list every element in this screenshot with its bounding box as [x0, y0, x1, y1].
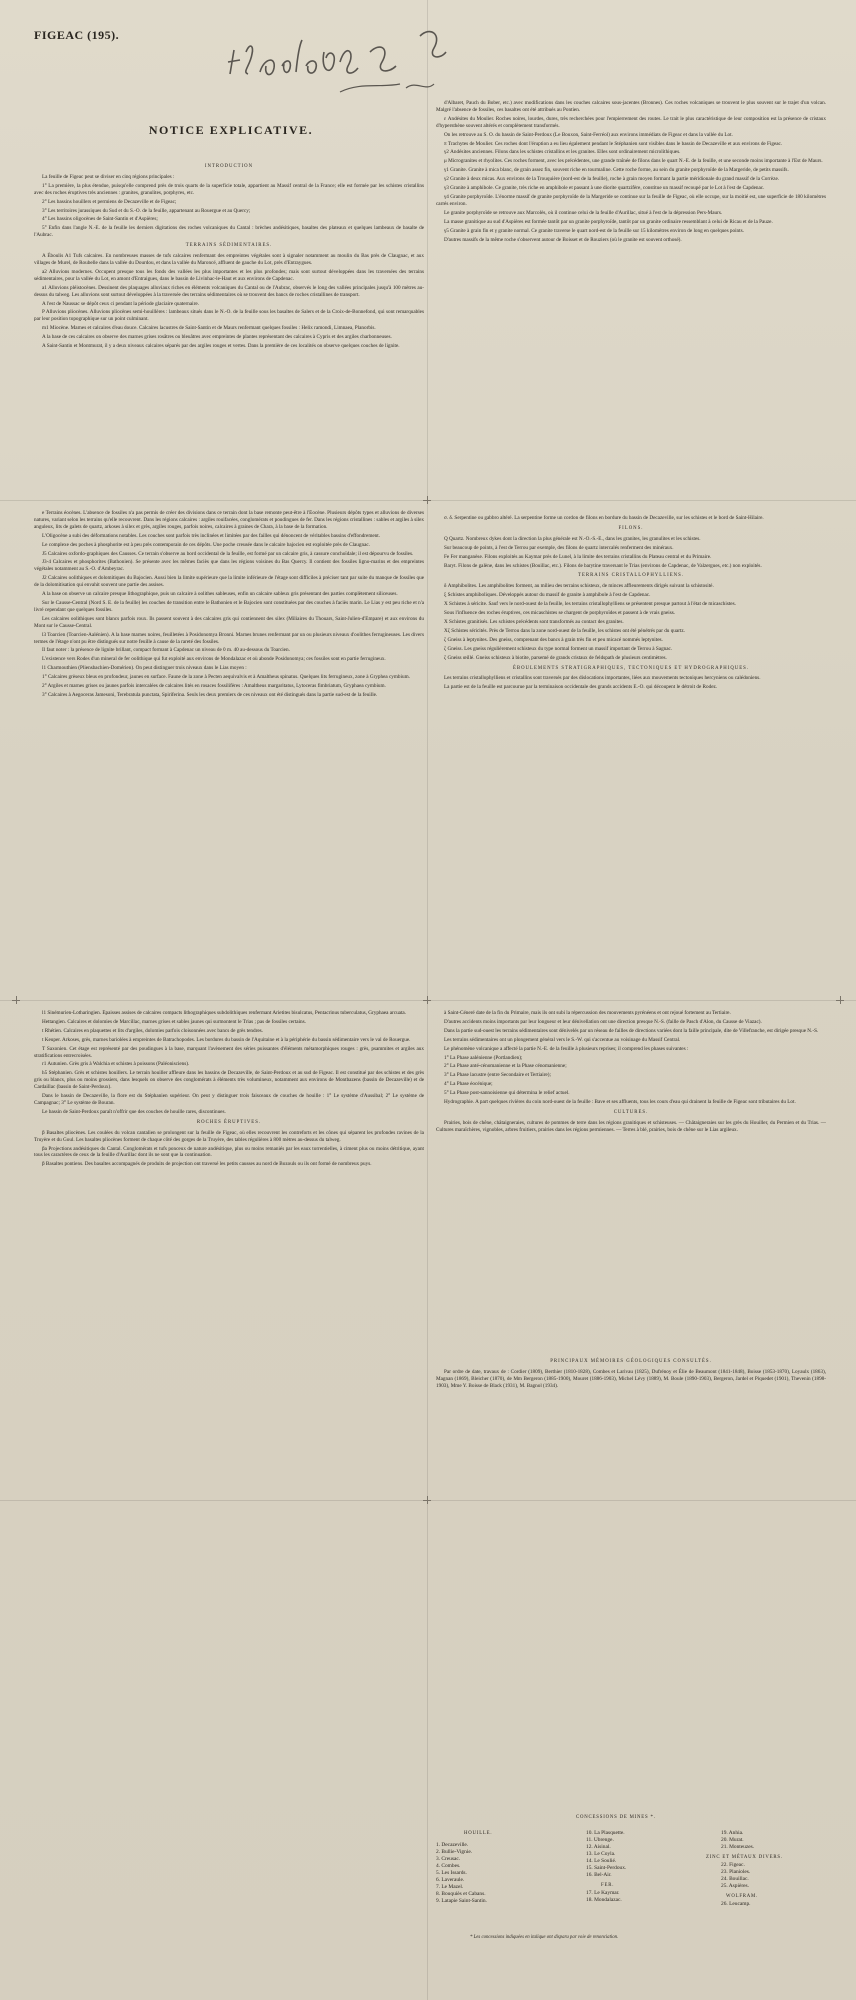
list-item: 7. Le Mazel.	[436, 1884, 464, 1890]
list-item: 20. Murat.	[721, 1837, 744, 1843]
paragraph: γ2 Andésites anciennes. Filons dans les schistes cristallins et les granites. Elles sont ordinairement microlithiques.	[444, 149, 681, 156]
right-column-top	[436, 100, 826, 490]
paragraph: A la base on observe un calcaire presque lithographique, puis un calcaire à oolithes sableuses, enfin un calcaire sableux gris présentant des parties complètement siliceuses.	[42, 591, 398, 598]
paragraph: Fe Fer manganèse. Filons exploités au Kaymar près de Lunel, à la limite des terrains cristallins du Plateau central et du Primaire.	[444, 553, 712, 560]
paragraph: Les terrains sédimentaires ont un plongement général vers le S.-W. qui s'accentue au voisinage du Massif Central.	[444, 1036, 681, 1043]
list-item: 26. Leucamp.	[721, 1901, 751, 1907]
handwritten-annotation	[220, 22, 490, 102]
table-footnote: * Les concessions indiquées en italique ont disparu par voie de renonciation.	[470, 1935, 619, 1940]
paragraph: 3° Les territoires jurassiques du Sud et du S.-O. de la feuille, appartenant au Rouergue et au Quercy;	[42, 207, 251, 214]
paragraph: Le bassin de Saint-Perdoux paraît n'offrir que des couches de houille rares, discontinues.	[42, 1108, 226, 1115]
paragraph: Sous l'influence des roches éruptives, ces micaschistes se chargent de porphyroïdes et passent à de vrais gneiss.	[444, 610, 676, 617]
paragraph: ζ Gneiss œillé. Gneiss schisteux à biotite, parsemé de grands cristaux de feldspath de plusieurs centimètres.	[444, 654, 667, 661]
concession-list-misc	[721, 1830, 754, 1851]
table-column-heading: FER.	[601, 1883, 615, 1888]
list-item: 8. Bouquiès et Cabans.	[436, 1891, 486, 1897]
paragraph: γ2 Granite à deux micas. Aux environs de la Trouquière (nord-est de la feuille), roche à grain moyen formant la partie méridionale du grand massif de la Corrèze.	[444, 176, 780, 183]
paragraph: 4° Les bassins oligocènes de Saint-Santin et d'Aspières;	[42, 216, 158, 223]
section-heading: TERRAINS SÉDIMENTAIRES.	[185, 243, 273, 249]
list-item: 6. Laveraule.	[436, 1877, 465, 1883]
list-item: 19. Anhia.	[721, 1830, 744, 1836]
list-item: 3° La Phase lacustre (entre Secondaire et Tertiaire);	[444, 1072, 551, 1079]
section-heading: CULTURES.	[613, 1109, 649, 1115]
list-item: 4° La Phase éocénique;	[444, 1081, 493, 1088]
paragraph: Sur beaucoup de points, à l'est de Terrou par exemple, des filons de quartz intercalés renferment des minéraux.	[444, 544, 674, 551]
list-item: 5. Les Issards.	[436, 1870, 467, 1876]
list-item: 1° La Phase aalénienne (Portlandien);	[444, 1054, 523, 1061]
table-column-heading: HOUILLE.	[464, 1831, 493, 1836]
list-item: 22. Figeac.	[721, 1862, 745, 1868]
list-item: 9. Latapie Saint-Santin.	[436, 1898, 487, 1904]
left-column-top	[34, 160, 424, 498]
paragraph: L'existence vers Rodes d'un mineral de fer oolithique qui fut exploité aux environs de Mondalazac et où abonde Posidonomya; ces fossiles sont en partie ferrugineux.	[42, 656, 386, 663]
paragraph: Il faut noter : la présence de lignite brillant, compact formant à Capdenac un niveau de 0 m. 40 au-dessous du Toarcien.	[42, 647, 290, 654]
list-item: 25. Aspières.	[721, 1883, 749, 1889]
paragraph: 5° Enfin dans l'angle N.-E. de la feuille les derniers digitations des roches volcaniques du Cantal : brèches andésitiques, basaltes des plateaux et quelques lambeaux de basalte de l'Aubrac.	[34, 225, 424, 239]
section-heading: TERRAINS CRISTALLOPHYLLIENS.	[578, 573, 684, 579]
paragraph: 1° La première, la plus étendue, puisqu'elle comprend près de trois quarts de la superficie totale, appartient au Massif central de la France; elle est formée par les schistes cristallins avec des roches éruptives très anciennes : granites, granulites, porphyres, etc.	[34, 182, 424, 196]
paragraph: ε Andésites du Moulier. Roches noires, lourdes, dures, très recherchées pour l'empierrement des routes. Le trait le plus caractéristique de leur composition est la présence de cristaux d'hypersthène souvent altérés et complètement transformés.	[436, 115, 826, 129]
paragraph: La masse granitique au sud d'Aspières est formée tantôt par un granite porphyroïde, tantôt par un granite ordinaire ressemblant à celui de Ricau et de la Pauze.	[444, 218, 773, 225]
paragraph: D'autres accidents moins importants par leur longueur et leur dénivellation ont une direction presque N.-S. (faille de Pasch d'Alon, du Causse de Viazac).	[444, 1018, 762, 1025]
paragraph: T Saxonien. Cet étage est représenté par des poudingues à la base, marquant l'avènement des séries puissantes d'éléments métamorphiques rouges : grès, psammites et argiles aux stratifications entrecroisées.	[34, 1045, 424, 1059]
paragraph: Par ordre de date, travaux de : Cordier (1809), Berthier (1810-1828), Combes et Larivau (1825), Dufrénoy et Élie de Beaumont (1841-1848), Boisse (1853-1870), Loyaulx (1863), Magnan (1869), Bleicher (1870), de Mm Bergeron (1885-1900), Mouret (1886-1903), Michel Lévy (1889), M. Boule (1890-1903), Bergeron, Jardel et Piquedet (1901), Thevenin (1898-1903), Mme Y. Boisse de Black (1931), M. Bagnol (1934).	[436, 1368, 826, 1389]
concession-list-wolfram	[721, 1901, 751, 1908]
paragraph: Les calcaires oolithiques sont blancs parfois roux. Ils passent souvent à des calcaires gris qui contiennent des silex (Miliaires du Thouars, Saint-Julien-d'Empare) et aux environs du Mont sur le Causse-Central.	[34, 615, 424, 629]
list-item: 2° La Phase anté-cénomanienne et la Phase cénomanienne;	[444, 1063, 567, 1070]
paragraph: γ5 Granite à grain fin et γ granite normal. Ce granite traverse le quart nord-est de la feuille sur 15 kilomètres environ de long en quelques points.	[444, 227, 744, 234]
paragraph: Dans le bassin de Decazeville, la flore est du Stéphanien supérieur. On peut y distinguer trois faisceaux de couches de houille : 1° Le système d'Aussibal; 2° Le système de Campagnac; 3° Le système de Bouran.	[34, 1093, 424, 1106]
concession-list-houille	[436, 1842, 487, 1905]
registration-mark	[423, 496, 431, 504]
paragraph: ζ Gneiss. Les gneiss régulièrement schisteux du type normal forment un massif important de Terrou à Sagnac.	[444, 645, 673, 652]
list-item: 12. Aisinal.	[586, 1844, 611, 1850]
paragraph: a1 Alluvions pléistocènes. Dessinent des plaquages alluviaux riches en éléments volcaniques du Cantal ou de l'Aubrac, observés le long des vallées principales jusqu'à 100 mètres au-dessus du talweg. Les alluvions sont surtout développées à la traversée des terrains sédimentaires où se trouvent des bancs de roches cristallines de transport.	[34, 284, 424, 298]
section-heading: FILONS.	[618, 525, 644, 531]
paragraph: l3 Toarcien (Toarcien-Aalénien). A la base marnes noires, feuilletées à Posidonomya Bronni. Marnes brunes renfermant par un ou plusieurs niveaux d'oolithes ferrugineuses. Les divers termes de l'étage n'ont pu être distingués sur notre feuille à cause de la rareté des fossiles.	[34, 631, 424, 645]
paragraph: A Éboulis A1 Tufs calcaires. En nombreuses masses de tufs calcaires renfermant des empreintes végétales sont à signaler notamment au moulin du Bas près de Claugnac, et aux villages de Murel, de Roubelle dans la vallée du Dourdou, et dans la vallée du Maroncé, affluent de gauche du Lot, près d'Entraygues.	[34, 253, 424, 266]
list-item: 11. Ubrenge.	[586, 1837, 614, 1843]
paragraph: Hettangien. Calcaires et dolomies de Marcillac, marnes grises et sables jaunes qui surmontent le Trias ; pas de fossiles certains.	[42, 1018, 306, 1025]
paragraph: à Saint-Céneré date de la fin du Primaire, mais ils ont subi la répercussion des mouvements pyrénéens et ont rejoué fortement au Tertiaire.	[444, 1010, 731, 1016]
registration-mark	[12, 996, 20, 1004]
paragraph: ζ Gneiss à leptynites. Des gneiss, comprenant des bancs à grain très fin et peu micacé nommés leptynites.	[444, 636, 663, 643]
paragraph: A la base de ces calcaires on observe des marnes grises rosâtres ou bleuâtres avec empreintes de plantes représentant des calcaires à Cypris et des argiles charbonneuses.	[42, 334, 392, 341]
paragraph: r1 Autunien. Grès gris à Walchia et schistes à poissons (Paléonisciens).	[42, 1061, 190, 1068]
paragraph: m1 Miocène. Marnes et calcaires d'eau douce. Calcaires lacustres de Saint-Santin et de Maurs renfermant quelques fossiles : Helix ramondi, Limnaea, Planorbis.	[42, 325, 376, 332]
paragraph: β Basaltes pontiens. Des basaltes accompagnés de produits de projection ont traversé les petits causses au nord de Bozouls ou ils ont formé de nombreux puys.	[42, 1161, 372, 1168]
list-item: 5° La Phase post-sannoisienne qui détermina le relief actuel.	[444, 1090, 570, 1097]
paragraph: Le complexe des poches à phosphorite est à peu près contemporain de ces dépôts. Une poche creusée dans le calcaire bajocien est exploitée près de Claugnac.	[42, 541, 370, 548]
list-item: 15. Saint-Perdoux.	[586, 1865, 627, 1871]
registration-mark	[836, 996, 844, 1004]
paragraph: Dans la partie sud-ouest les terrains sédimentaires sont dénivelés par un réseau de failles de directions variées dont la faille principale, dite de Villefranche, est dirigée presque N.-S.	[444, 1027, 819, 1034]
concession-list-zinc	[721, 1862, 750, 1890]
list-item: 10. La Plasquette.	[586, 1830, 625, 1836]
right-column-middle	[436, 515, 826, 990]
sheet-title: FIGEAC (195).	[34, 28, 120, 42]
paragraph: Baryt. Filons de galène, dans les schistes (Bouillac, etc.). Filons de barytine traversant le Trias (environs de Capdenac, de Valzergues, etc.) non exploités.	[444, 562, 762, 569]
paragraph: Le phénomène volcanique a affecté la partie N.-E. de la feuille à plusieurs reprises; il comprend les phases suivantes :	[444, 1045, 689, 1052]
list-item: 23. Planioles.	[721, 1869, 751, 1875]
list-item: 2. Bullie-Vignie.	[436, 1849, 473, 1855]
table-heading: CONCESSIONS DE MINES *.	[576, 1815, 656, 1820]
paragraph: J3-4 Calcaires et phosphorites (Bathonien). Se présente avec les mêmes faciès que dans les régions voisines du Bas Quercy. Il contient des fossiles ligno-marins et des empreintes végétales notamment au S.-O. d'Ambeyrac.	[34, 559, 424, 573]
paragraph: d'Albaret, Pauch du Bober, etc.) avec modifications dans les couches calcaires sous-jacentes (Bronnes). Ces roches volcaniques se trouvent le plus souvent sur le trajet d'un volcan. Malgré l'absence de fossiles, ces basaltes ont été attribués au Pontien.	[436, 100, 826, 113]
paragraph: J5 Calcaires oxfordo-graphiques des Causses. Ce terrain s'observe au bord occidental de la feuille, est formé par un calcaire gris, à cassure conchoïdale; il est dépourvu de fossiles.	[42, 550, 414, 557]
table-column-heading: ZINC ET MÉTAUX DIVERS.	[706, 1855, 783, 1860]
paragraph: J2 Calcaires oolithiques et dolomitiques du Bajocien. Aussi bien la limite supérieure que la limite inférieure de l'étage sont difficiles à préciser tant par suite du manque de fossiles que de la dolomitisation qui envahit souvent une partie des assises.	[34, 575, 424, 589]
concession-list-houille-2	[586, 1830, 626, 1879]
paragraph: a2 Alluvions modernes. Occupent presque tous les fonds des vallées les plus importantes et les plus profondes; mais sont surtout développées dans les traversées des terrains sédimentaires, pour la vallée du Lot, en amont d'Entraigues, dans le bassin de Livinhac-le-Haut et aux environs de Capdenac.	[34, 268, 424, 282]
list-item: 4. Combes.	[436, 1863, 461, 1869]
paragraph: ξ Schistes amphiboliques. Développés autour du massif de granite à amphibole à l'est de Capdenac.	[444, 592, 651, 599]
right-column-authors	[436, 1355, 826, 1485]
paragraph: A Saint-Santin et Montmurat, il y a deux niveaux calcaires séparés par des argiles rouges et vertes. Dans la première de ces localités on observe quelques couches de lignite.	[42, 343, 400, 350]
paragraph: π Trachytes de Moulier. Ces roches dont l'éruption a eu lieu également pendant le Stéphanien sont visibles dans le bassin de Decazeville et aux environs de Figeac.	[444, 140, 783, 147]
paragraph: γ4 Granite porphyroïde. L'énorme massif de granite porphyroïde de la Margeride se continue sur la feuille de Figeac, où elle occupe, sur la moitié est, une superficie de 180 kilomètres carrés environ.	[436, 193, 826, 207]
paragraph: P Alluvions pliocènes. Alluvions pliocènes semi-houillères : lambeaux situés dans le N.-O. de la feuille sous les basaltes de Salers et de la Croix-de-Bonnefond, qui sont remarquables par leur position topographique sur un point culminant.	[34, 309, 424, 323]
paragraph: Hydrographie. A part quelques rivières du coin nord-ouest de la feuille : Bave et ses affluents, tous les cours d'eau qui drainent la feuille de Figeac sont tributaires du Lot.	[444, 1099, 796, 1106]
paragraph: μ Microgranites et rhyolites. Ces roches forment, avec les précédentes, une grande traînée de filons dans le quart N.-E. de la feuille, et une seconde moins importante à l'Est de Maurs.	[444, 158, 823, 165]
left-column-lower	[34, 1010, 424, 1490]
section-heading: INTRODUCTION	[204, 164, 254, 169]
paragraph: γ3 Granite à amphibole. Ce granite, très riche en amphibole et passant à une diorite quartzifère, constitue un massif recoupé par le Lot à l'est de Capdenac.	[444, 185, 765, 192]
paragraph: D'autres massifs de la même roche s'observent autour de Boisset et de Rouziers (où le granite est souvent orthosé).	[444, 236, 682, 243]
paragraph: σ. δ. Serpentine ou gabbro altéré. La serpentine forme un cordon de filons en bordure du bassin de Decazeville, sur les schistes et le bord de Saint-Hilaire.	[444, 515, 764, 521]
list-item: 18. Mondalazac.	[586, 1897, 622, 1903]
paragraph: Les terrains cristallophylliens et cristallins sont traversés par des dislocations importantes, liées aux mouvements tectoniques hercyniens ou calédoniens.	[444, 675, 761, 682]
registration-mark	[423, 1496, 431, 1504]
paragraph: h5 Stéphanien. Grès et schistes houillers. Le terrain houiller affleure dans les bassins de Decazeville, de Saint-Perdoux et au sud de Figeac. Il est constitué par des schistes et des grès gris ou blancs, plus ou moins grossiers, dans lesquels on observe des conglomérats à éléments très volumineux, notamment aux environs de Montbazens (bassin de Decazeville) et de Cardaillac (bassin de Saint-Perdoux).	[34, 1070, 424, 1091]
notice-title: NOTICE EXPLICATIVE.	[148, 123, 314, 137]
list-item: 14. Le Soulié.	[586, 1858, 617, 1864]
paragraph: On les retrouve au S. O. du bassin de Saint-Perdoux (Le Bouxon, Saint-Ferréol) aux environs immédiats de Figeac et dans la vallée du Lot.	[444, 131, 733, 138]
list-item: 17. Le Kaymar.	[586, 1890, 620, 1896]
concession-list-fer	[586, 1890, 622, 1904]
paragraph: l1 Sinémurien-Lotharingien. Épaisses assises de calcaires compacts lithographiques subdolithiques renfermant Arietites bisulcatus, Pentacrinus tuberculatus, Gryphaea arcuata.	[42, 1010, 407, 1016]
paragraph: L'Oligocène a subi des déformations notables. Les couches sont parfois très inclinées et limitées par des failles qui dénoncent de véritables bassins d'effondrement.	[42, 532, 380, 539]
right-column-lower	[436, 1010, 826, 1350]
list-item: 3. Creusac.	[436, 1856, 461, 1862]
list-item: 21. Monteuzes.	[721, 1844, 755, 1850]
paragraph: e Terrains éocènes. L'absence de fossiles n'a pas permis de créer des divisions dans ce terrain dont la base remonte peut-être à l'Éocène. Plusieurs dépôts types et alluvions de diverses natures, variant selon les terrains qu'elle recouvrent. Dans les régions calcaires : argiles rouifacées, conglomérats et poudingues de fer. Dans les régions cristallines : sables et argiles à silex anguleux, lits de galets de quartz, arkoses à silex et grès, argiles rouges, parfois noires, calcaires à graines de Chara, à la base de la formation.	[34, 510, 424, 530]
paragraph: Sur le Causse-Central (Nord S. E. de la feuille) les couches de transition entre le Bathonien et le Bajocien sont constituées par des couches à faciès marin. Le Lias y est peu riche et n'a livré cependant que quelques fossiles.	[34, 599, 424, 613]
paragraph: Q Quartz. Nombreux dykes dont la direction la plus générale est N.-O.-S.-E., dans les granites, les granulites et les schistes.	[444, 535, 701, 542]
paragraph: 2° Argiles et marnes grises ou jaunes parfois intercalées de calcaires lités en rosaces fossilifères : Amaltheus margaritatus, Lytoceras fimbriatum, Gryphaea cymbium.	[42, 683, 386, 690]
registration-mark	[423, 996, 431, 1004]
paragraph: Prairies, bois de chêne, châtaigneraies, cultures de pommes de terre dans les régions granitiques et schisteuses. — Châtaigneraies sur les grès du Houiller, du Permien et du Trias. — Cultures maraîchères, vignobles, arbres fruitiers, prairies dans les régions permiennes. — Terres à blé, prairies, bois de chêne sur le Lias argileux.	[436, 1119, 826, 1133]
paragraph: t Rhétien. Calcaires en plaquettes et lits d'argiles, dolomies parfois cloisonnées avec bancs de grès tendres.	[42, 1027, 263, 1034]
section-heading: ROCHES ÉRUPTIVES.	[196, 1119, 262, 1125]
paragraph: βa Projections andésitiques du Cantal. Conglomérats et tufs ponceux de nature andésitique, plus ou moins remaniés par les eaux torrentielles, à ciment plus ou moins détritique, ayant tous les caractères de ceux de la feuille d'Aurillac dont ils ne sont que la continuation.	[34, 1145, 424, 1159]
paragraph: t Keuper. Arkoses, grès, marnes bariolées à empreintes de Batrachopodes. Les bordures du bassin de l'Aquitaine et à la périphérie du bassin sédimentaire vers le val de Rouergue.	[42, 1036, 411, 1043]
table-column-heading: WOLFRAM.	[726, 1894, 759, 1899]
paragraph: Xζ Schistes séricités. Près de Terrou dans la zone nord-ouest de la feuille, les schistes ont été pénétrés par du quartz.	[444, 627, 685, 634]
paragraph: 3° Calcaires à Aegoceras Jamesoni, Terebratula punctata, Spiriferina. Seuls les deux premiers de ces niveaux ont été distingués dans la partie sud-est de la feuille.	[42, 691, 378, 698]
paragraph: La feuille de Figeac peut se diviser en cinq régions principales :	[42, 173, 175, 180]
paragraph: Le granite porphyroïde se retrouve aux Marcolès, où il continue celui de la feuille d'Aurillac, situé à l'est de la dépression Pers-Maurs.	[444, 209, 723, 216]
list-item: 1. Decazeville.	[436, 1842, 469, 1848]
paragraph: 1° Calcaires grèseux bleus en profondeur, jaunes en surface. Faune de la zone à Pecten aequivalvis et à Amaltheus spinatus. Quelques lits ferrugineux, zone à Gryphea cymbium.	[42, 674, 410, 681]
paragraph: β Basaltes pliocènes. Les coulées du volcan cantalien se prolongent sur la feuille de Figeac, où elles recouvrent les contreforts et les cônes qui séparent les profondes ravines de la Truyère et du Goul. Les basaltes pliocènes forment de chaque côté des gorges de la Truyère, des tables régulières à 800 mètres au-dessus du talweg.	[34, 1129, 424, 1143]
paragraph: 2° Les bassins houillers et permiens de Decazeville et de Figeac;	[42, 198, 177, 205]
section-heading: PRINCIPAUX MÉMOIRES GÉOLOGIQUES CONSULTÉS.	[550, 1359, 712, 1364]
list-item: 24. Bouillac.	[721, 1876, 749, 1882]
paragraph: A l'est de Naussac se dépôt ceux ci pendant la période glaciaire quaternaire.	[42, 300, 199, 307]
paragraph: δ Amphibolites. Les amphibolites forment, au milieu des terrains schisteux, de minces affleurements dirigés suivant la schistosité.	[444, 583, 714, 590]
list-item: 16. Bel-Air.	[586, 1872, 612, 1878]
list-item: 13. Le Coyla.	[586, 1851, 616, 1857]
paragraph: La partie est de la feuille est parcourue par la terminaison occidentale des grands accidents E.-O. qui découpent le détroit de Rodez.	[444, 684, 718, 691]
paragraph: X Schistes à séricite. Sauf vers le nord-ouest de la feuille, les terrains cristallophylliens se présentent presque partout à l'état de micaschistes.	[444, 601, 736, 608]
paragraph: l1 Charmouthien (Pliensbachien-Domérien). On peut distinguer trois niveaux dans le Lias moyen :	[42, 665, 247, 672]
paragraph: γ1 Granite. Granite à mica blanc, de grain assez fin, souvent riche en tourmaline. Cette roche forme, au sein du granite porphyroïde de la Margeride, de petits massifs.	[444, 167, 789, 174]
section-heading: ÉBOULEMENTS STRATIGRAPHIQUES, TECTONIQUES ET HYDROGRAPHIQUES.	[512, 665, 750, 671]
left-column-middle	[34, 510, 424, 990]
paragraph: X Schistes granitisés. Les schistes précédents sont transformés au contact des granites.	[444, 618, 624, 625]
